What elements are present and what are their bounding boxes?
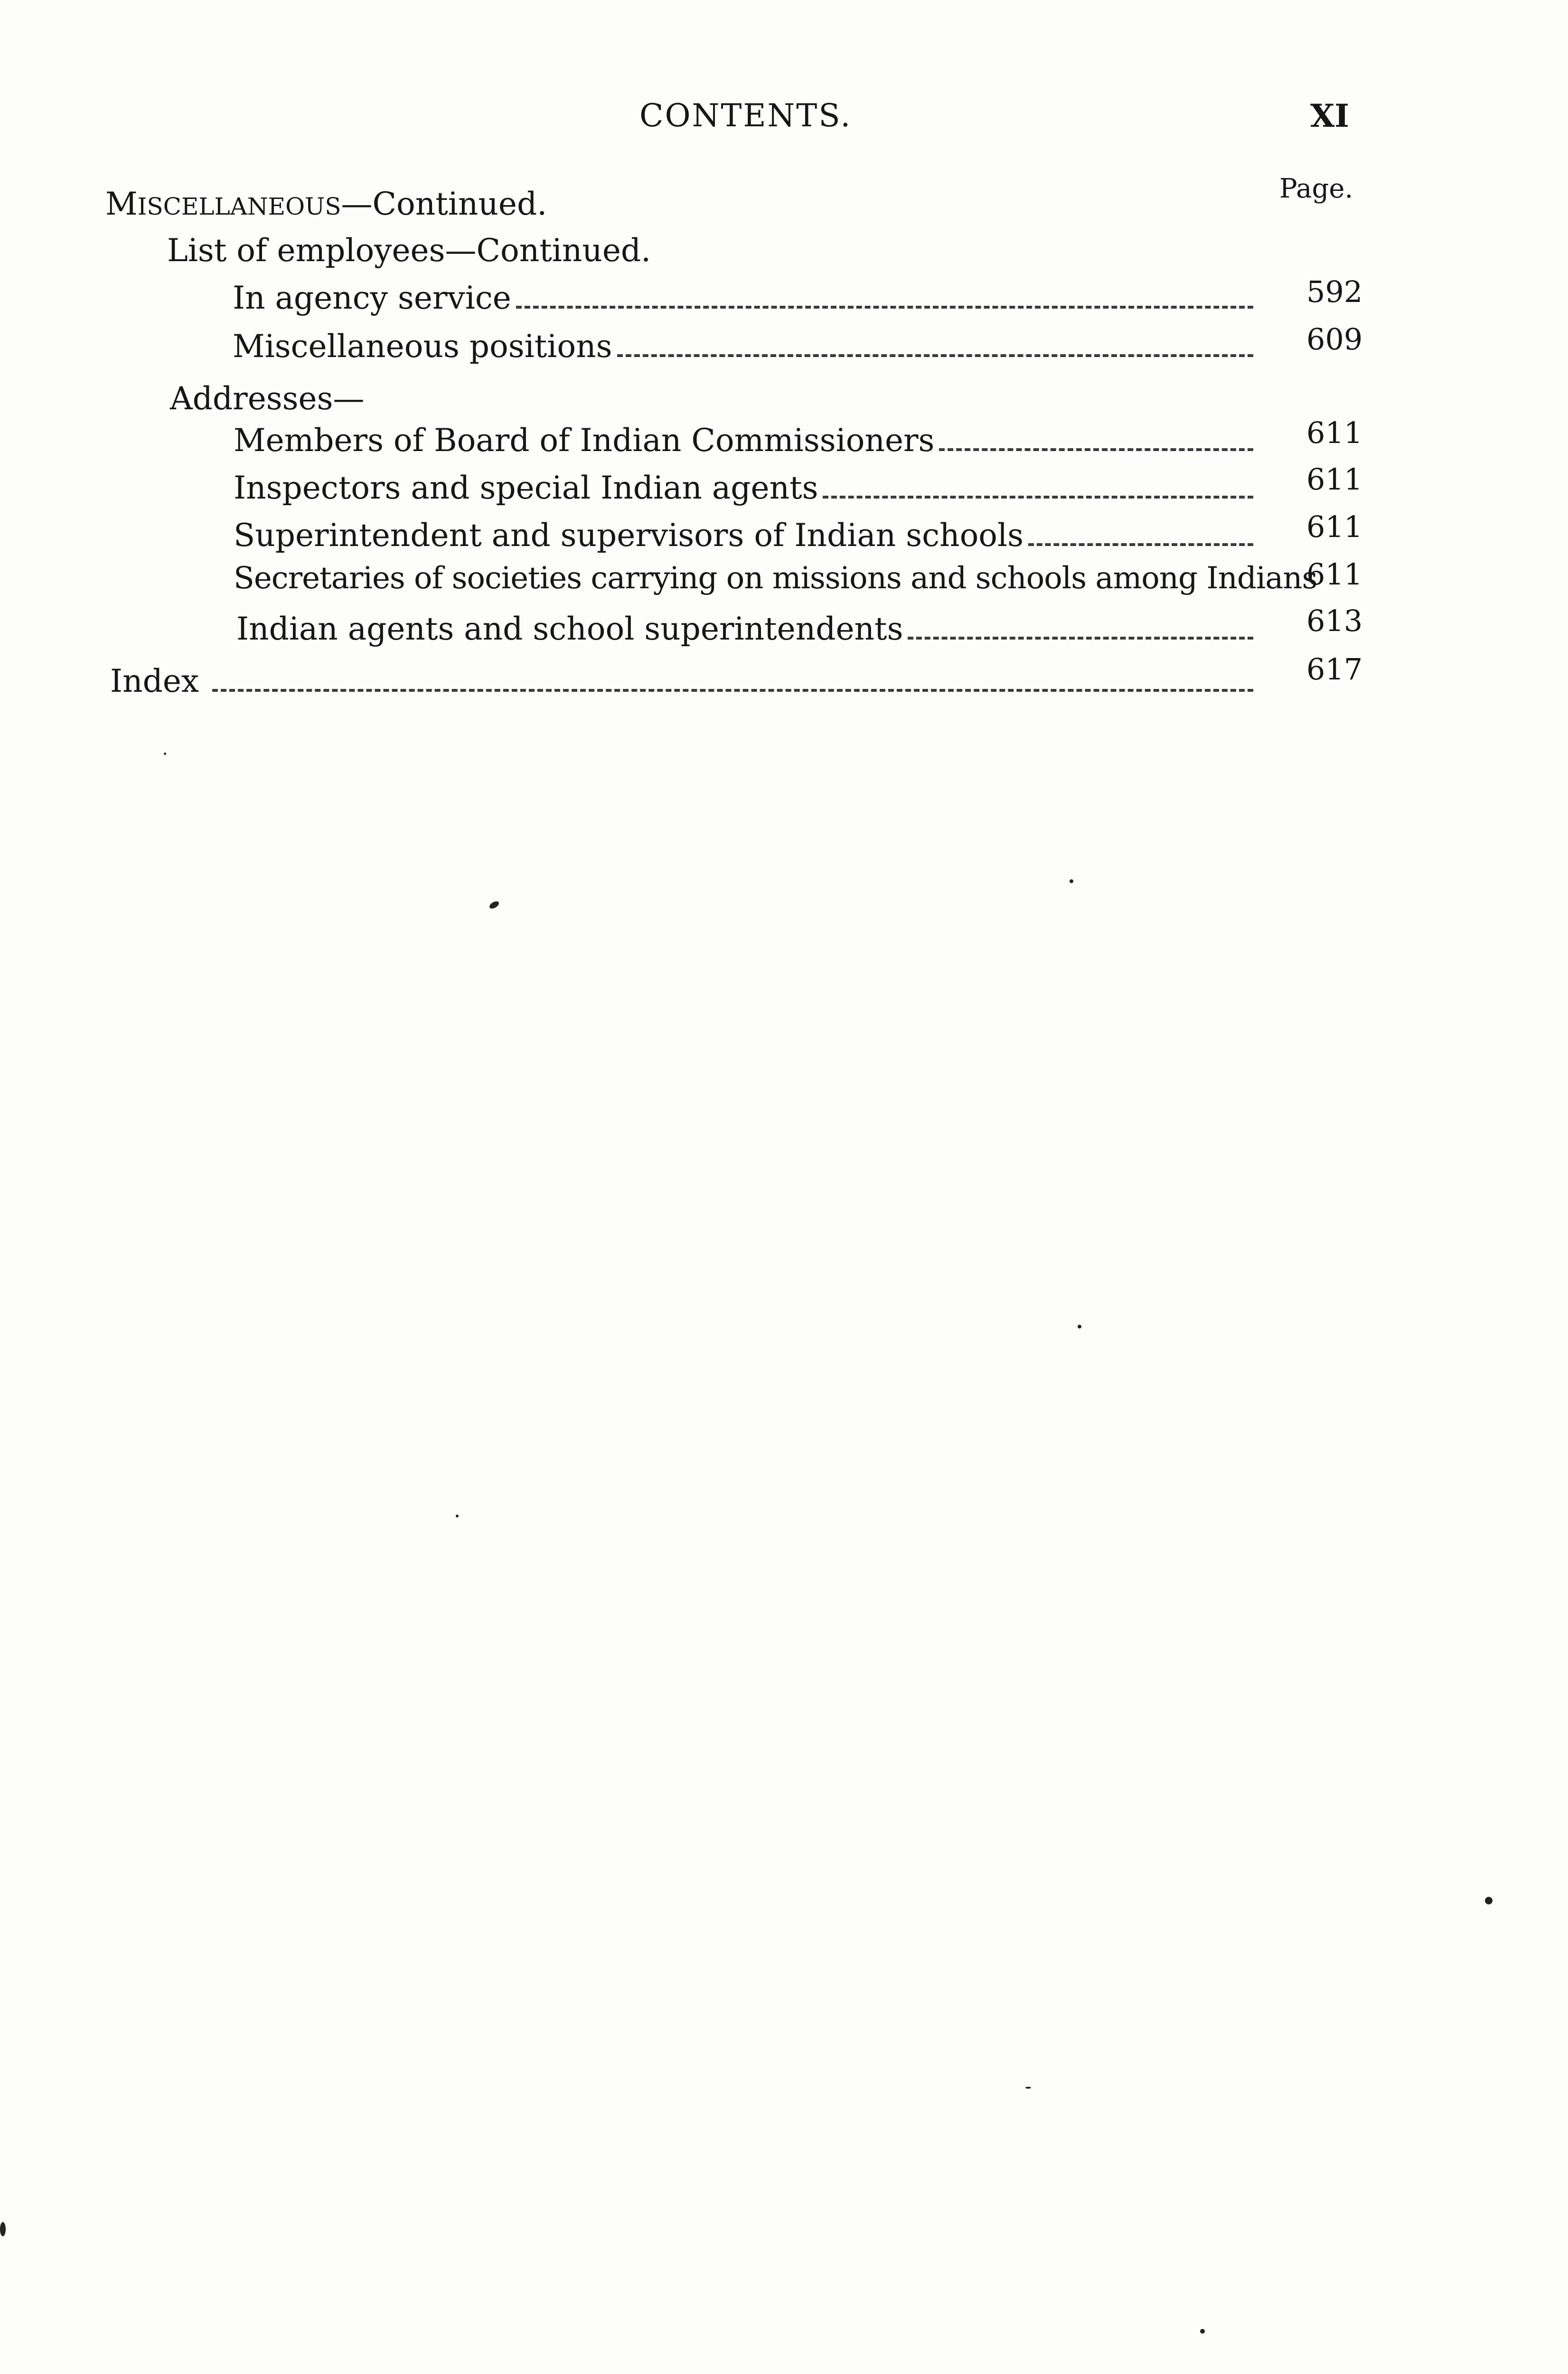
toc-entry-title: Index — [110, 663, 199, 699]
dot-leader — [1028, 543, 1253, 546]
page-folio: XI — [1310, 97, 1350, 134]
scan-speck — [1078, 1325, 1081, 1328]
running-head: CONTENTS. — [639, 97, 852, 134]
subsection-addresses: Addresses— — [170, 380, 365, 417]
toc-entry-page: 609 — [1306, 322, 1363, 357]
toc-entry — [234, 517, 1258, 555]
toc-entry-page: 592 — [1306, 274, 1363, 309]
section-heading-suffix: —Continued. — [341, 186, 547, 222]
toc-entry — [236, 610, 1258, 648]
scan-speck — [1070, 879, 1073, 883]
toc-entry-page: 611 — [1306, 557, 1363, 592]
toc-entry-page: 613 — [1306, 603, 1363, 638]
toc-entry-title: Inspectors and special Indian agents — [234, 470, 818, 506]
toc-entry-title: Superintendent and supervisors of Indian schools — [234, 517, 1024, 554]
dot-leader — [823, 496, 1253, 499]
dot-leader — [617, 354, 1253, 357]
toc-entry-page: 611 — [1306, 509, 1363, 544]
scan-speck — [1485, 1897, 1493, 1904]
dot-leader — [939, 448, 1253, 451]
scan-speck — [0, 2222, 6, 2236]
toc-entry-page: 611 — [1306, 462, 1363, 497]
page-column-label: Page. — [1279, 173, 1353, 204]
dot-leader — [908, 637, 1253, 640]
section-heading-initial: M — [105, 186, 138, 222]
toc-entry-title: Miscellaneous positions — [233, 328, 612, 365]
toc-entry — [234, 469, 1258, 507]
toc-entry-page: 617 — [1306, 652, 1363, 687]
toc-entry-page: 611 — [1306, 415, 1363, 450]
dot-leader — [212, 689, 1253, 692]
toc-entry — [233, 279, 1258, 317]
scan-speck — [1025, 2087, 1031, 2089]
section-heading-smallcaps: ISCELLANEOUS — [137, 193, 341, 220]
scan-speck — [164, 753, 166, 755]
toc-entry — [234, 422, 1258, 460]
subsection-list-of-employees: List of employees—Continued. — [167, 232, 651, 269]
toc-entry-index — [110, 662, 1258, 700]
scan-speck — [488, 900, 500, 910]
toc-entry-title: Secretaries of societies carrying on missions and schools among Indians — [234, 561, 1317, 596]
toc-entry — [233, 328, 1258, 366]
dot-leader — [516, 306, 1253, 309]
section-heading-miscellaneous — [105, 185, 547, 226]
scan-speck — [456, 1515, 459, 1517]
toc-entry-title: Members of Board of Indian Commissioners — [234, 422, 935, 459]
scan-speck — [1200, 2329, 1205, 2334]
toc-entry-title: In agency service — [233, 280, 511, 316]
toc-entry-title: Indian agents and school superintendents — [236, 611, 903, 647]
